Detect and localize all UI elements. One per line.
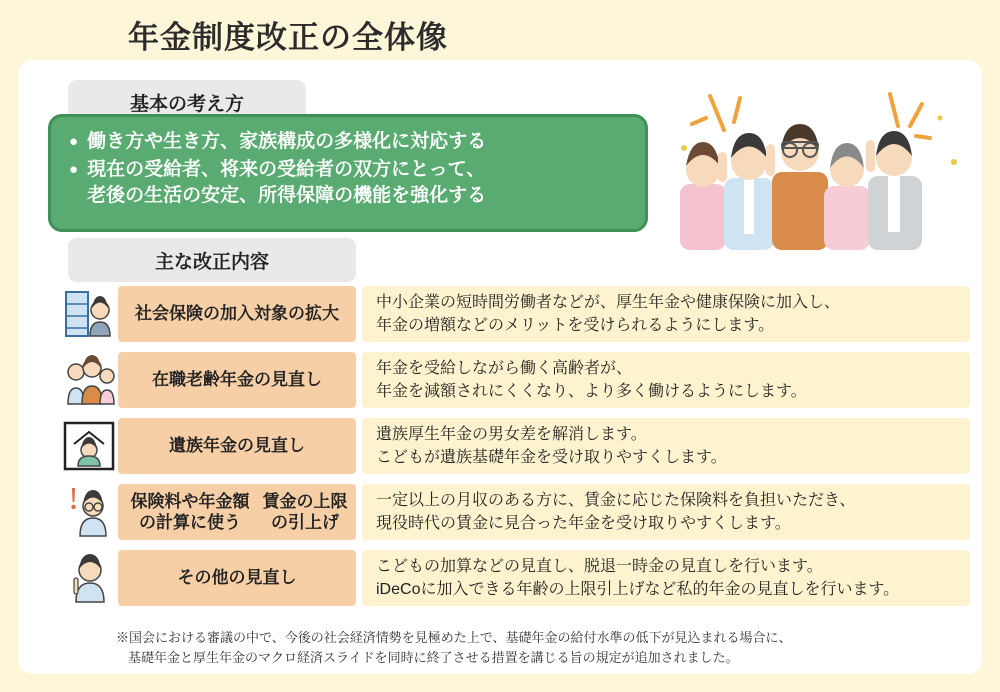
concept-line: 現在の受給者、将来の受給者の双方にとって、 [87,159,486,181]
working-seniors-icon [60,352,118,408]
building-person-icon [60,286,118,342]
label-line: 保険料や年金額の計算に使う [130,491,250,532]
concept-item-text [87,129,486,155]
section-header-main-label: 主な改正内容 [154,251,269,273]
concept-line: 働き方や生き方、家族構成の多様化に対応する [87,131,487,152]
page-title: 年金制度改正の全体像 [128,20,448,55]
person-figure [680,142,727,250]
footnote-line: ※国会における審議の中で、今後の社会経済情勢を見極めた上で、基礎年金の給付水準の低下が見込まれる場合に、 [116,630,792,645]
section-header-basic-label: 基本の考え方 [129,93,244,115]
revision-row-description [362,352,970,408]
person-figure [824,143,870,250]
desc-line: こどもの加算などの見直し、脱退一時金の見直しを行います。 [376,557,823,575]
concept-line: 老後の生活の安定、所得保障の機能を強化する [87,185,487,207]
revision-row-description [362,484,970,540]
desc-line: 一定以上の月収のある方に、賃金に応じた保険料を負担いただき、 [376,491,856,509]
label-line: 在職老齢年金 [152,370,254,390]
desc-line: 現役時代の賃金に見合った年金を受け取りやすくします。 [376,515,791,532]
desc-line: 年金を受給しながら働く高齢者が、 [376,359,633,377]
desc-line: 年金を減額されにくくなり、より多く働けるようにします。 [376,383,807,400]
revision-row-label [118,418,356,474]
label-line: 社会保険の [135,304,220,324]
concept-item [69,129,629,155]
label-line: の見直し [254,370,322,390]
revision-row-label [118,286,356,342]
label-line: 遺族年金の見直し [169,436,305,456]
person-figure [866,131,922,250]
label-line: その他の見直し [177,568,297,588]
desc-line: 遺族厚生年金の男女差を解消します。 [376,425,647,443]
family-home-icon [60,418,118,474]
label-line: 賃金の上限の引上げ [262,491,348,532]
label-line: 加入対象の拡大 [220,304,339,324]
sparkle-icon [692,96,740,130]
revision-row-label [118,352,356,408]
revision-row [60,352,970,408]
desc-line: 年金の増額などのメリットを受けられるようにします。 [376,317,775,334]
footnote [116,628,946,668]
person-figure [724,133,775,250]
desc-line: 中小企業の短時間労働者などが、厚生年金や健康保険に加入し、 [376,293,841,311]
desc-line: iDeCoに加入できる年齢の上限引上げなど私的年金の見直しを行います。 [376,581,900,598]
revision-row [60,418,970,474]
calculation-person-icon [60,484,118,540]
concept-item-text [87,157,486,209]
revision-row-list [60,286,970,616]
revision-row-description [362,418,970,474]
people-illustration [672,78,972,256]
bullet-icon: ● [69,161,79,179]
desc-line: こどもが遺族基礎年金を受け取りやすくします。 [376,449,727,466]
revision-row [60,550,970,606]
footnote-line: 基礎年金と厚生年金のマクロ経済スライドを同時に終了させる措置を講じる旨の規定が追加されました。 [128,650,739,666]
pointing-person-icon [60,550,118,606]
revision-row [60,484,970,540]
revision-row-description [362,550,970,606]
revision-row [60,286,970,342]
revision-row-label [118,550,356,606]
revision-row-label [118,484,356,540]
concept-item [69,157,629,209]
concept-box [48,114,648,232]
revision-row-description [362,286,970,342]
bullet-icon: ● [69,133,79,150]
person-figure [772,124,828,250]
section-header-main [68,238,356,282]
